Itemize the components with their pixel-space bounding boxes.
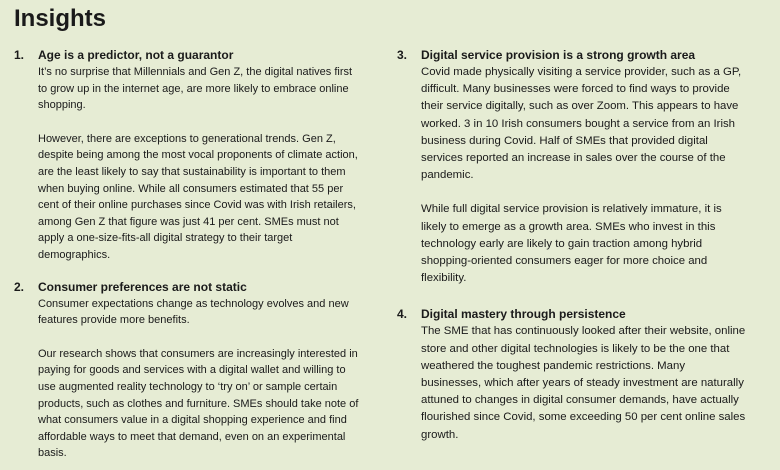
- item-number: 2.: [14, 279, 25, 294]
- left-column: [14, 46, 364, 462]
- item-number: 4.: [397, 307, 408, 322]
- insight-item-digital-mastery: [397, 305, 747, 443]
- item-paragraph: While full digital service provision is relatively immature, it is likely to emerge as a growth area. SMEs who invest in this technology early are likely to gain traction among hybrid shopping-oriented consumers eager for more choice and flexibility.: [421, 203, 722, 285]
- item-paragraph: Covid made physically visiting a service provider, such as a GP, difficult. Many businesses were forced to find ways to provide their service digitally, such as over Zoom. This appears to have worked. 3 in 10 Irish consumers bought a service from an Irish business during Covid. Half of SMEs that provided digital services reported an increase in sales over the course of the pandemic.: [421, 66, 742, 182]
- item-heading: Consumer preferences are not static: [38, 279, 247, 294]
- page-title: Insights: [14, 5, 107, 32]
- right-column: [397, 46, 747, 444]
- insight-item-consumer-preferences: [14, 278, 364, 462]
- item-heading: Digital service provision is a strong growth area: [421, 48, 696, 62]
- insight-item-digital-service: [397, 46, 747, 287]
- item-paragraph: Our research shows that consumers are increasingly interested in paying for goods and services with a digital wallet and willing to use augmented reality technology to ‘try on’ or sample certain products, such as clothes and furniture. SMEs should take note of what consumers value in a digital shopping experience and find affordable ways to meet that demand, even on an experimental basis.: [38, 347, 359, 460]
- insight-item-age: [14, 46, 364, 264]
- item-heading: Digital mastery through persistence: [421, 307, 626, 322]
- item-heading: Age is a predictor, not a guarantor: [38, 48, 234, 62]
- item-paragraph: Consumer expectations change as technology evolves and new features provide more benefits.: [38, 297, 349, 327]
- item-paragraph: However, there are exceptions to generational trends. Gen Z, despite being among the most vocal proponents of climate action, are the least likely to say that sustainability is important to them when buying online. While all consumers estimated that 55 per cent of their online purchases since Covid was with Irish retailers, among Gen Z that figure was just 41 per cent. SMEs must not apply a one-size-fits-all digital strategy to their target demographics.: [38, 132, 358, 261]
- item-paragraph: The SME that has continuously looked after their website, online store and other digital technologies is likely to be the one that weathered the toughest pandemic restrictions. Many businesses, which after years of steady investment are naturally attuned to changes in digital consumer demands, have actually flourished since Covid, some exceeding 50 per cent online sales growth.: [421, 325, 746, 441]
- item-paragraph: It’s no surprise that Millennials and Gen Z, the digital natives first to grow up in the internet age, are more likely to embrace online shopping.: [38, 66, 353, 112]
- item-number: 3.: [397, 48, 408, 62]
- item-number: 1.: [14, 48, 25, 62]
